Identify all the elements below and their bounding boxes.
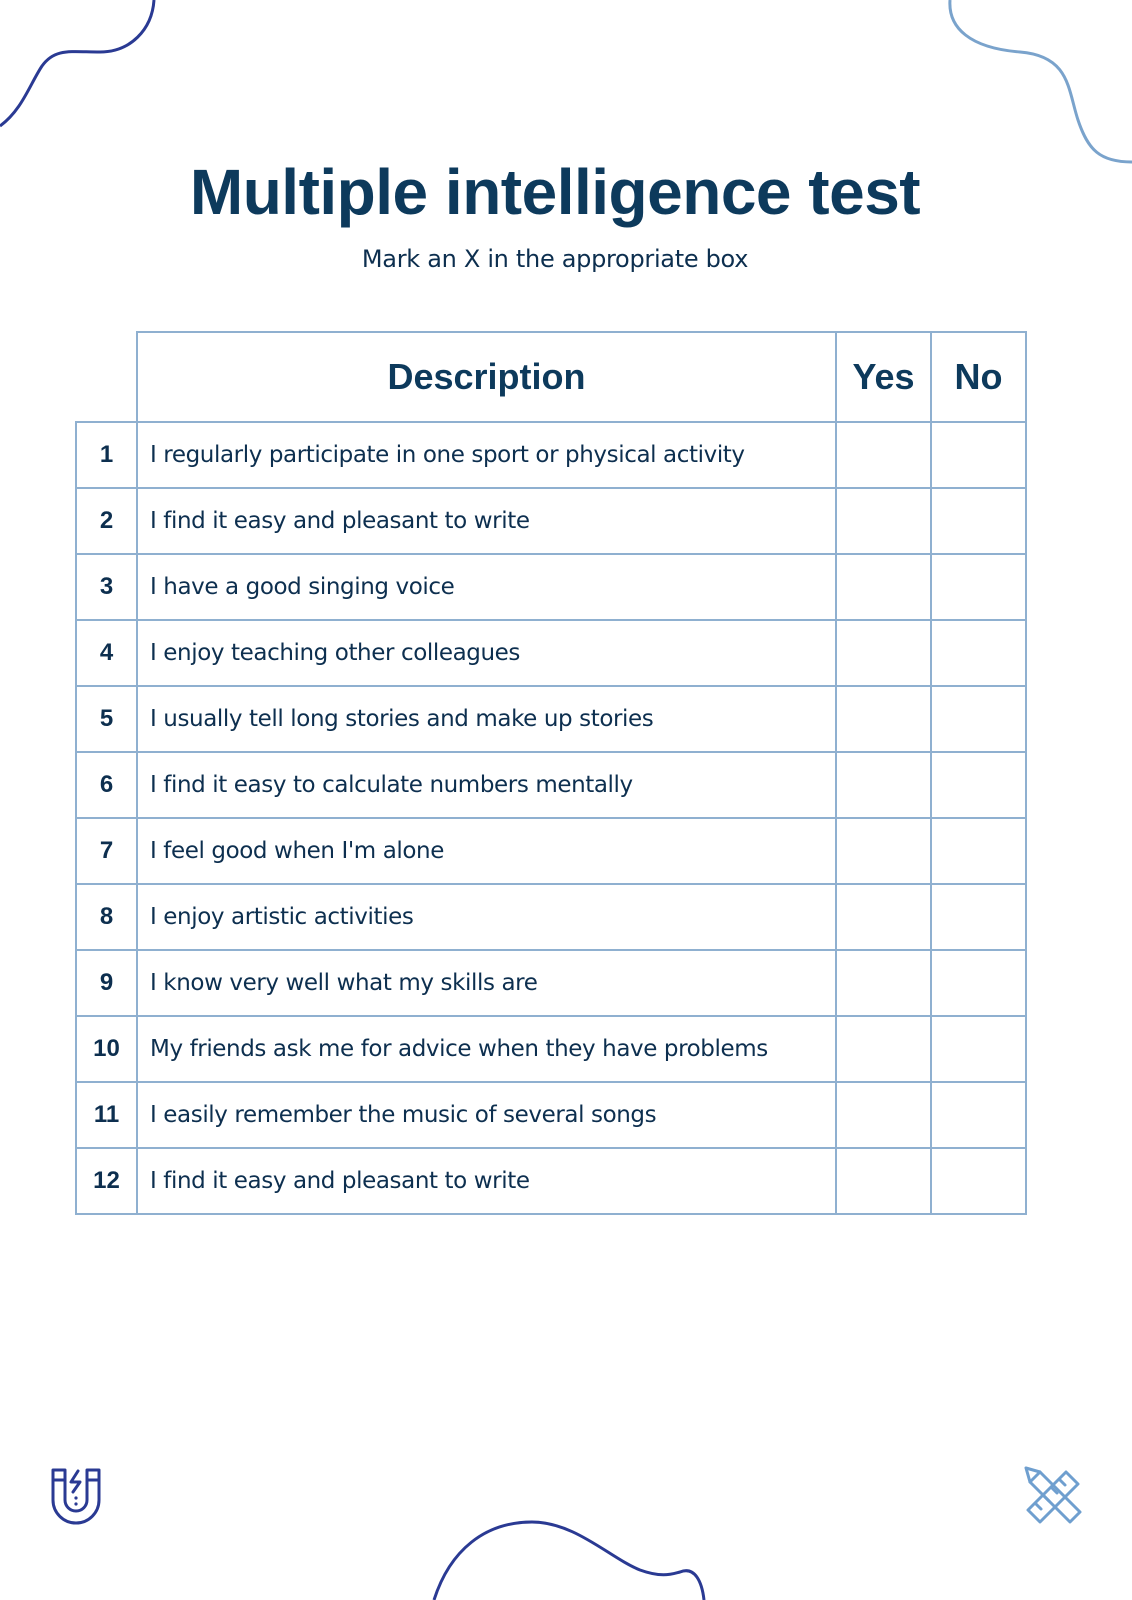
questionnaire-table [75,331,1027,1215]
header-number [76,332,137,422]
row-description: My friends ask me for advice when they have problems [137,1016,836,1082]
table-row [76,620,1026,686]
page-title: Multiple intelligence test [189,155,921,228]
yes-checkbox[interactable] [836,950,931,1016]
table-row [76,950,1026,1016]
row-number: 10 [76,1016,137,1082]
row-number: 6 [76,752,137,818]
table-row [76,884,1026,950]
top-left-curve [0,0,170,140]
row-number: 3 [76,554,137,620]
instructions: Mark an X in the appropriate box [361,245,749,273]
no-checkbox[interactable] [931,818,1026,884]
no-checkbox[interactable] [931,1148,1026,1214]
yes-checkbox[interactable] [836,1016,931,1082]
row-number: 2 [76,488,137,554]
header-no: No [931,332,1026,422]
yes-checkbox[interactable] [836,1082,931,1148]
no-checkbox[interactable] [931,554,1026,620]
table-row [76,1082,1026,1148]
row-number: 8 [76,884,137,950]
table-row [76,422,1026,488]
row-description: I find it easy to calculate numbers mentally [137,752,836,818]
yes-checkbox[interactable] [836,752,931,818]
table-row [76,488,1026,554]
header-yes: Yes [836,332,931,422]
row-description: I find it easy and pleasant to write [137,1148,836,1214]
header-description: Description [137,332,836,422]
row-number: 11 [76,1082,137,1148]
row-number: 5 [76,686,137,752]
magnet-icon [50,1468,102,1526]
no-checkbox[interactable] [931,620,1026,686]
yes-checkbox[interactable] [836,422,931,488]
table-row [76,686,1026,752]
row-description: I easily remember the music of several songs [137,1082,836,1148]
no-checkbox[interactable] [931,686,1026,752]
yes-checkbox[interactable] [836,818,931,884]
row-number: 1 [76,422,137,488]
row-description: I usually tell long stories and make up stories [137,686,836,752]
row-number: 7 [76,818,137,884]
no-checkbox[interactable] [931,752,1026,818]
table-row [76,818,1026,884]
yes-checkbox[interactable] [836,1148,931,1214]
table-row [76,752,1026,818]
table-header-row [76,332,1026,422]
pencil-ruler-icon [1024,1466,1084,1526]
no-checkbox[interactable] [931,422,1026,488]
no-checkbox[interactable] [931,488,1026,554]
no-checkbox[interactable] [931,1082,1026,1148]
row-description: I feel good when I'm alone [137,818,836,884]
top-right-curve [930,0,1132,180]
table-row [76,1148,1026,1214]
row-description: I find it easy and pleasant to write [137,488,836,554]
row-description: I enjoy artistic activities [137,884,836,950]
row-number: 9 [76,950,137,1016]
table-row [76,554,1026,620]
yes-checkbox[interactable] [836,884,931,950]
table-row [76,1016,1026,1082]
yes-checkbox[interactable] [836,686,931,752]
row-description: I regularly participate in one sport or physical activity [137,422,836,488]
no-checkbox[interactable] [931,1016,1026,1082]
row-description: I have a good singing voice [137,554,836,620]
no-checkbox[interactable] [931,950,1026,1016]
bottom-center-curve [400,1470,720,1600]
row-description: I know very well what my skills are [137,950,836,1016]
yes-checkbox[interactable] [836,620,931,686]
row-number: 4 [76,620,137,686]
row-number: 12 [76,1148,137,1214]
yes-checkbox[interactable] [836,554,931,620]
row-description: I enjoy teaching other colleagues [137,620,836,686]
yes-checkbox[interactable] [836,488,931,554]
no-checkbox[interactable] [931,884,1026,950]
